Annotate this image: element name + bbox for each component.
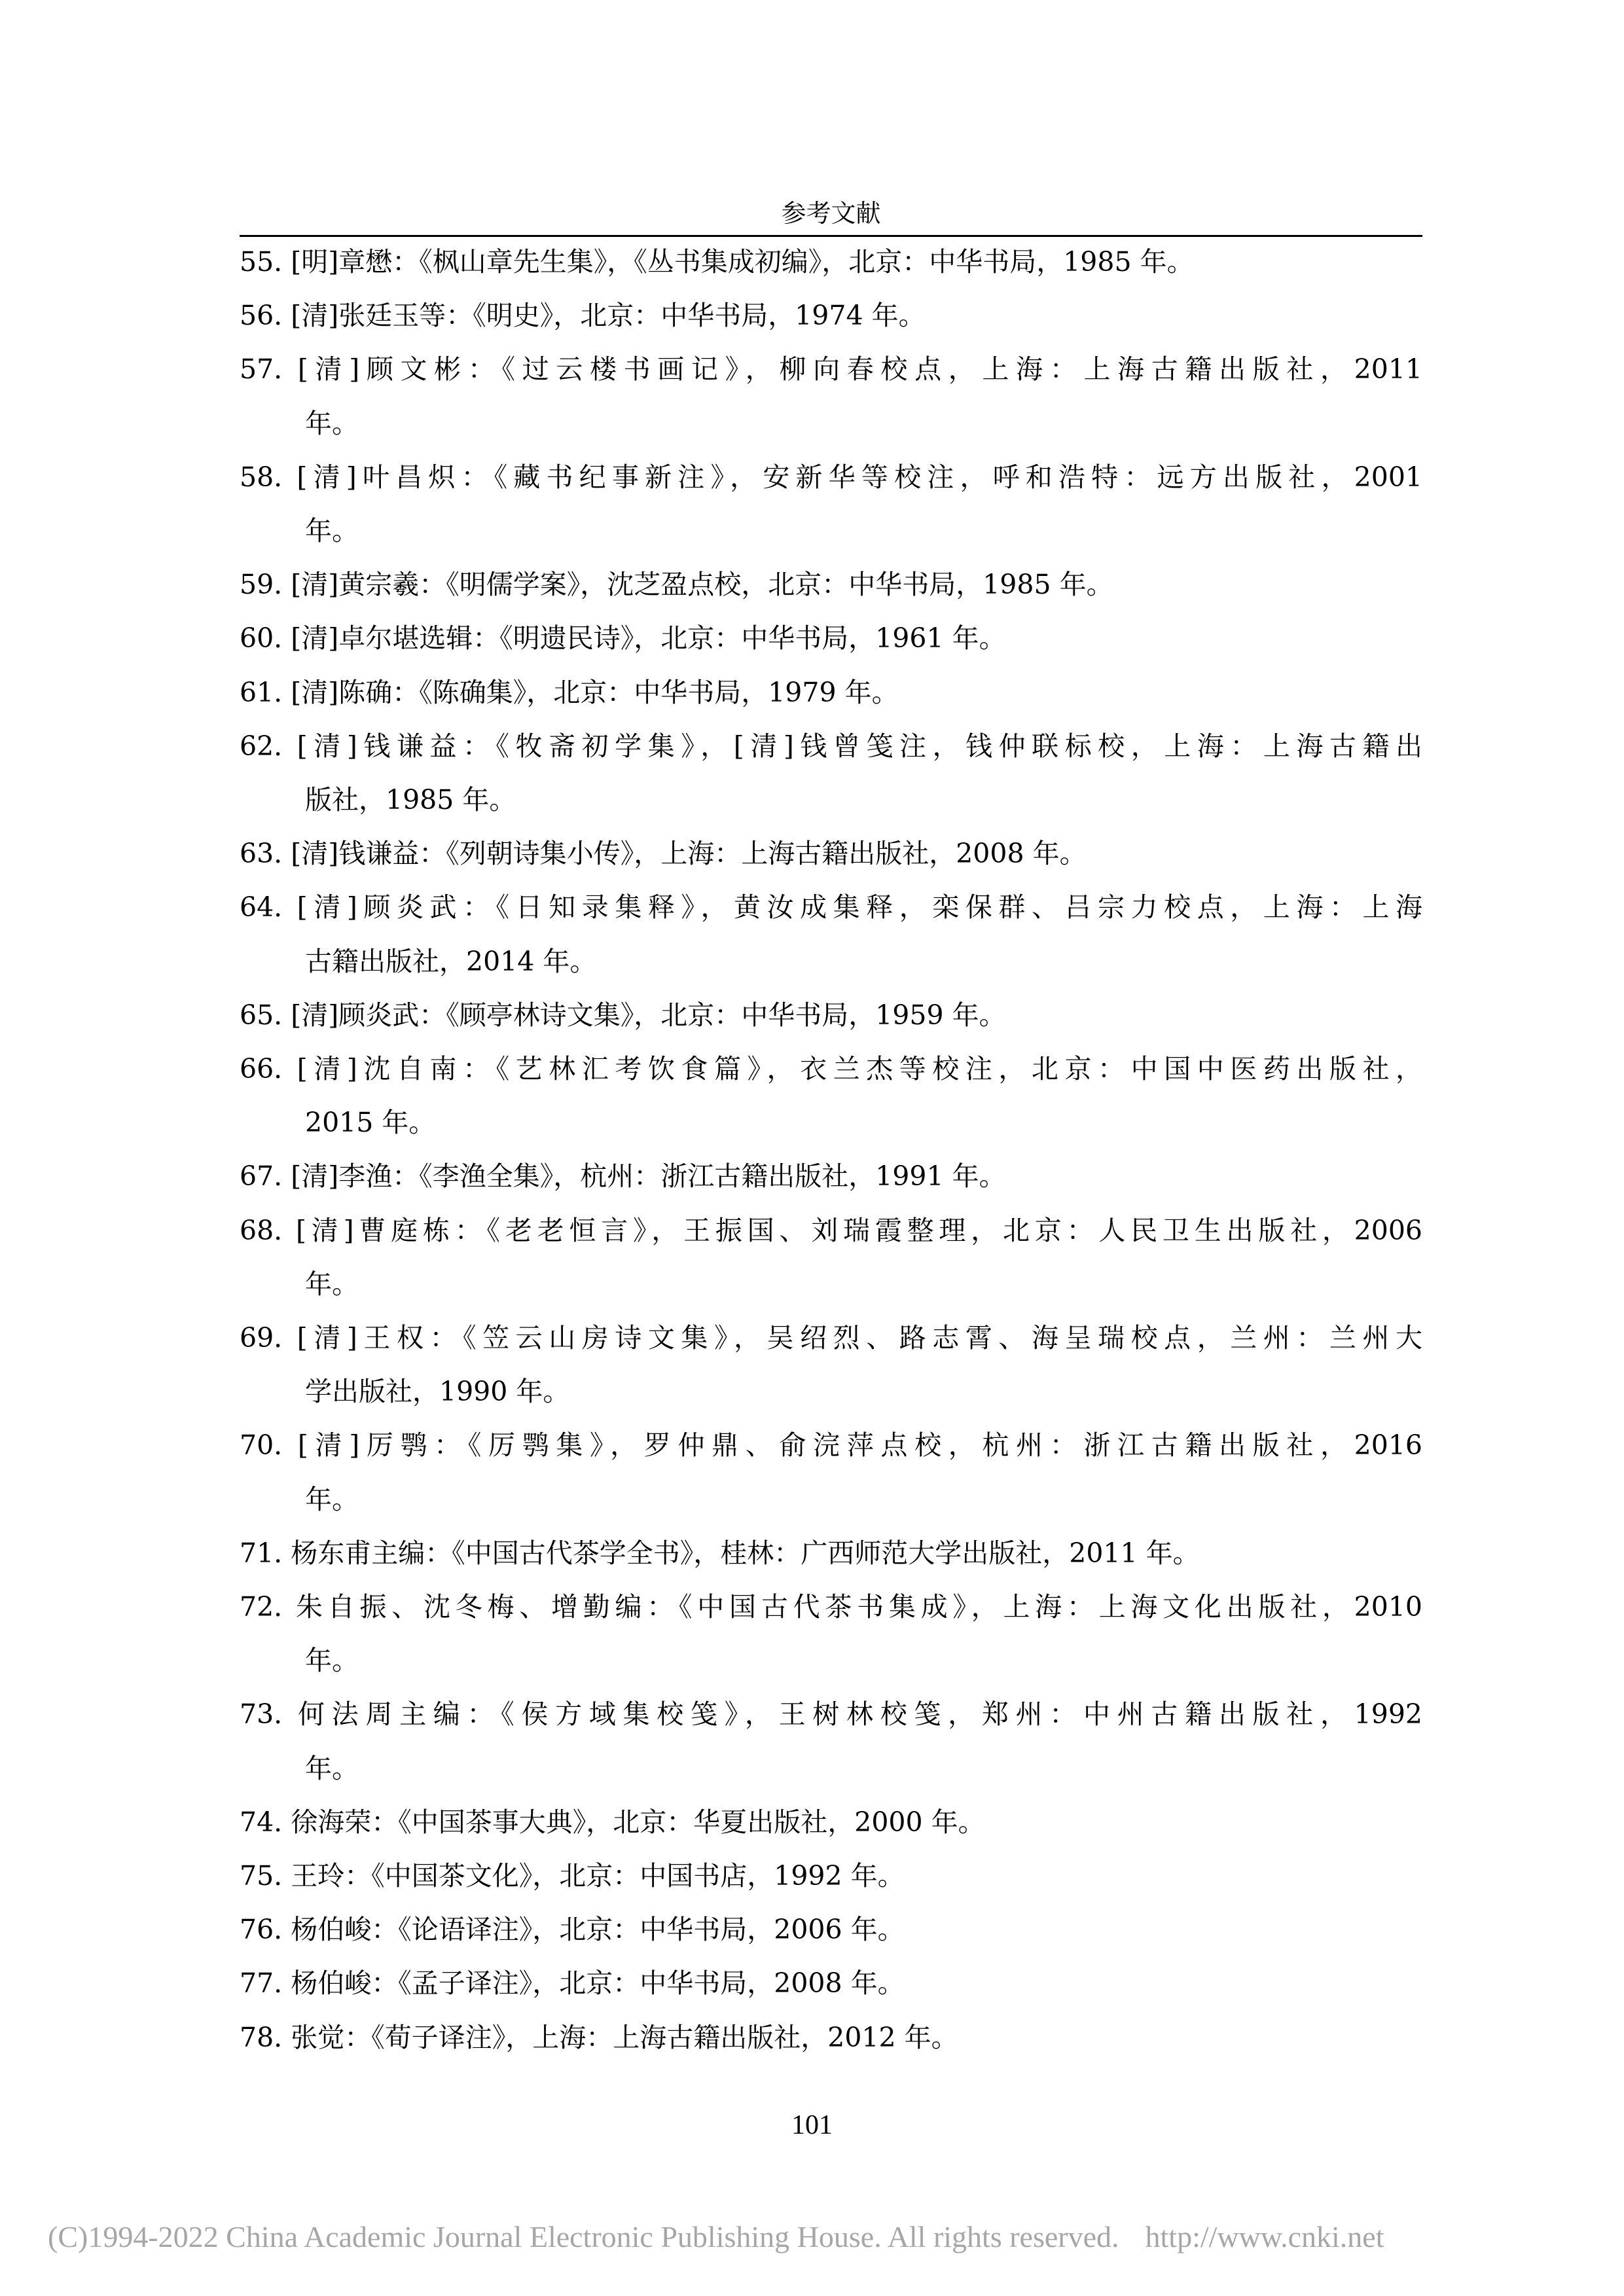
reference-continuation-line: 年。	[305, 1268, 359, 1300]
reference-line: 56. [清]张廷玉等：《明史》，北京：中华书局，1974 年。	[240, 300, 926, 332]
reference-continuation-line: 古籍出版社，2014 年。	[305, 945, 597, 977]
reference-line: 59. [清]黄宗羲：《明儒学案》，沈芝盈点校，北京：中华书局，1985 年。	[240, 569, 1113, 601]
reference-continuation-line: 年。	[305, 515, 359, 547]
reference-continuation-line: 学出版社，1990 年。	[305, 1376, 570, 1408]
reference-continuation-line: 2015 年。	[305, 1107, 436, 1139]
reference-line: 55. [明]章懋：《枫山章先生集》，《丛书集成初编》，北京：中华书局，1985 年。	[240, 246, 1194, 278]
reference-line: 61. [清]陈确：《陈确集》，北京：中华书局，1979 年。	[240, 676, 899, 708]
reference-line: 68. [清]曹庭栋：《老老恒言》，王振国、刘瑞霞整理，北京：人民卫生出版社，2006	[240, 1214, 1422, 1246]
page-number: 101	[791, 2110, 833, 2140]
copyright-footer	[48, 2217, 1384, 2257]
reference-line: 78. 张觉：《荀子译注》，上海：上海古籍出版社，2012 年。	[240, 2021, 958, 2053]
reference-line: 71. 杨东甫主编：《中国古代茶学全书》，桂林：广西师范大学出版社，2011 年。	[240, 1537, 1200, 1569]
reference-line: 69. [清]王权：《笠云山房诗文集》，吴绍烈、路志霄、海呈瑞校点，兰州：兰州大	[240, 1322, 1422, 1354]
running-head: 参考文献	[781, 199, 881, 228]
reference-line: 70. [清]厉鹗：《厉鹗集》，罗仲鼎、俞浣萍点校，杭州：浙江古籍出版社，2016	[240, 1429, 1422, 1462]
copyright-text: (C)1994-2022 China Academic Journal Electronic Publishing House. All rights reserved.	[48, 2220, 1119, 2253]
reference-line: 72. 朱自振、沈冬梅、增勤编：《中国古代茶书集成》，上海：上海文化出版社，2010	[240, 1591, 1422, 1623]
reference-continuation-line: 年。	[305, 1483, 359, 1515]
footer-url: http://www.cnki.net	[1145, 2220, 1384, 2253]
reference-continuation-line: 年。	[305, 1752, 359, 1784]
reference-line: 63. [清]钱谦益：《列朝诗集小传》，上海：上海古籍出版社，2008 年。	[240, 838, 1087, 870]
reference-line: 77. 杨伯峻：《孟子译注》，北京：中华书局，2008 年。	[240, 1967, 905, 2000]
reference-continuation-line: 年。	[305, 407, 359, 439]
reference-line: 74. 徐海荣：《中国茶事大典》，北京：华夏出版社，2000 年。	[240, 1806, 985, 1838]
reference-line: 66. [清]沈自南：《艺林汇考饮食篇》，衣兰杰等校注，北京：中国中医药出版社，	[240, 1053, 1422, 1085]
reference-line: 76. 杨伯峻：《论语译注》，北京：中华书局，2006 年。	[240, 1914, 905, 1946]
reference-continuation-line: 年。	[305, 1645, 359, 1677]
reference-continuation-line: 版社，1985 年。	[305, 784, 516, 816]
reference-line: 62. [清]钱谦益：《牧斋初学集》，[清]钱曾笺注，钱仲联标校，上海：上海古籍出	[240, 730, 1422, 762]
reference-line: 57. [清]顾文彬：《过云楼书画记》，柳向春校点，上海：上海古籍出版社，2011	[240, 353, 1422, 386]
reference-line: 60. [清]卓尔堪选辑：《明遗民诗》，北京：中华书局，1961 年。	[240, 622, 1006, 655]
reference-line: 73. 何法周主编：《侯方域集校笺》，王树林校笺，郑州：中州古籍出版社，1992	[240, 1698, 1422, 1731]
reference-line: 67. [清]李渔：《李渔全集》，杭州：浙江古籍出版社，1991 年。	[240, 1160, 1006, 1193]
reference-line: 65. [清]顾炎武：《顾亭林诗文集》，北京：中华书局，1959 年。	[240, 999, 1006, 1031]
reference-line: 75. 王玲：《中国茶文化》，北京：中国书店，1992 年。	[240, 1860, 905, 1892]
reference-line: 58. [清]叶昌炽：《藏书纪事新注》，安新华等校注，呼和浩特：远方出版社，2001	[240, 461, 1422, 493]
reference-line: 64. [清]顾炎武：《日知录集释》，黄汝成集释，栾保群、吕宗力校点，上海：上海	[240, 891, 1422, 924]
